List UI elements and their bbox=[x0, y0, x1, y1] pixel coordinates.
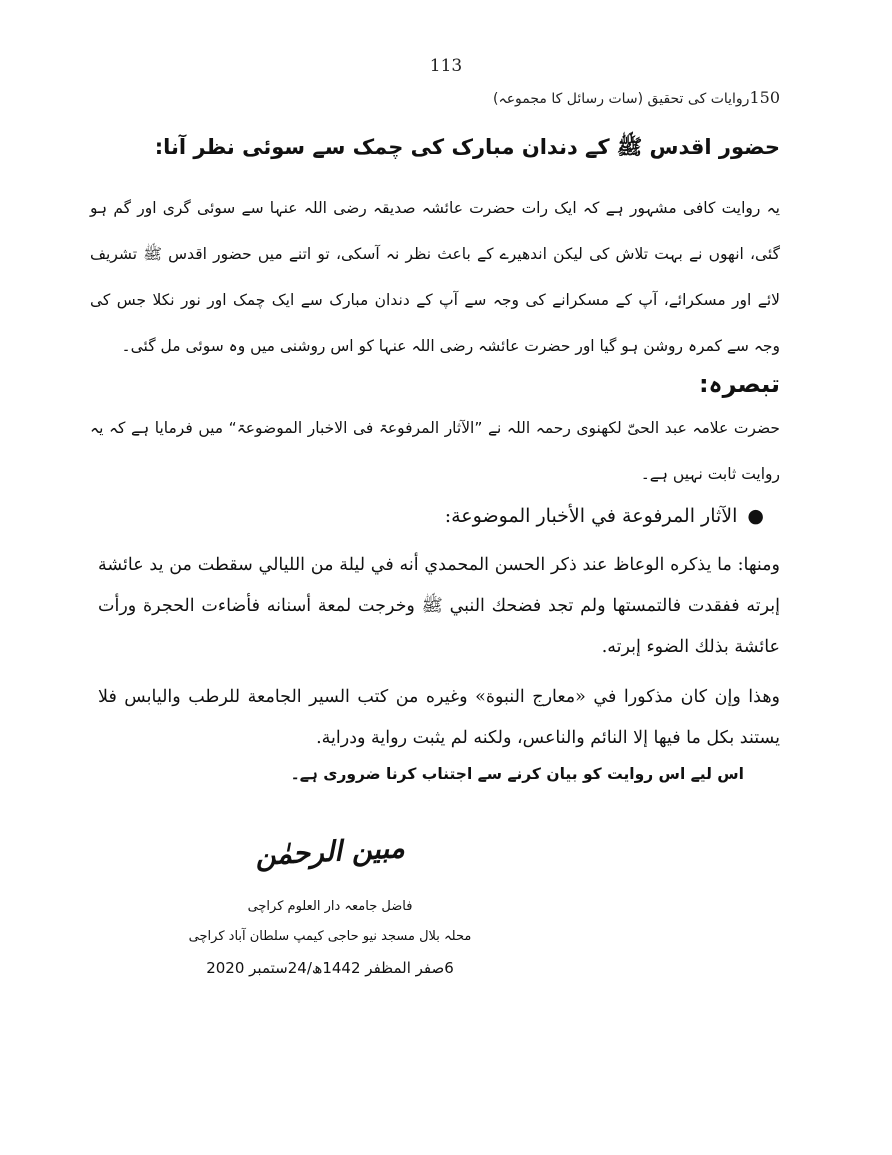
running-header bbox=[493, 88, 780, 107]
main-paragraph: یہ روایت کافی مشہور ہے کہ ایک رات حضرت عائشہ صدیقہ رضی اللہ عنہا سے سوئی گری اور گم ہو گئی، انھوں نے بہت تلاش کی لیکن اندھیرے کے باعث نظر نہ آسکی، تو اتنے میں حضور اقدس ﷺ تشریف لائے اور مسکرائے، آپ کے مسکرانے کی وجہ سے آپ کے دندان مبارک سے ایک چمک اور نور نکلا جس کی وجہ سے کمرہ روشن ہو گیا اور حضرت عائشہ رضی اللہ عنہا کو اس روشنی میں وہ سوئی مل گئی۔ bbox=[90, 199, 780, 355]
section-heading: حضور اقدس ﷺ کے دندان مبارک کی چمک سے سوئی نظر آنا: bbox=[154, 135, 780, 159]
bullet-dot-icon: ● bbox=[747, 505, 764, 527]
arabic-quote-paragraph-2: وهذا وإن كان مذكورا في «معارج النبوة» وغيره من كتب السير الجامعة للرطب واليابس فلا يستند بكل ما فيها إلا النائم والناعس، ولكنه لم يثبت رواية ودراية. bbox=[98, 687, 780, 748]
signature-name: مبین الرحمٰن bbox=[254, 831, 406, 872]
signature-address: محلہ بلال مسجد نیو حاجی کیمپ سلطان آباد کراچی bbox=[188, 929, 472, 944]
signature-date: 6صفر المظفر 1442ھ/24ستمبر 2020 bbox=[206, 959, 454, 977]
arabic-quote-paragraph-1: ومنها: ما يذكره الوعاظ عند ذكر الحسن المحمدي أنه في ليلة من الليالي سقطت من يد عائشة إبرته ففقدت فالتمستها ولم تجد فضحك النبي ﷺ وخرجت لمعة أسنانه فأضاءت الحجرة ورأت عائشة بذلك الضوء إبرته. bbox=[98, 555, 780, 657]
running-header-number: 150 bbox=[749, 88, 780, 107]
bullet-source-text: الآثار المرفوعة في الأخبار الموضوعة: bbox=[444, 505, 738, 527]
page-number: 113 bbox=[429, 56, 463, 76]
running-header-text: روایات کی تحقیق (سات رسائل کا مجموعہ) bbox=[493, 91, 750, 107]
review-paragraph: حضرت علامہ عبد الحیّ لکھنوی رحمہ اللہ نے ”الآثار المرفوعۃ فی الاخبار الموضوعۃ“ میں فرمایا ہے کہ یہ روایت ثابت نہیں ہے۔ bbox=[90, 419, 780, 483]
bullet-source-line bbox=[445, 505, 764, 527]
review-heading: تبصرہ: bbox=[698, 370, 780, 398]
signature-affiliation: فاضل جامعہ دار العلوم کراچی bbox=[247, 899, 413, 914]
conclusion-line: اس لیے اس روایت کو بیان کرنے سے اجتناب کرنا ضروری ہے۔ bbox=[290, 765, 744, 783]
